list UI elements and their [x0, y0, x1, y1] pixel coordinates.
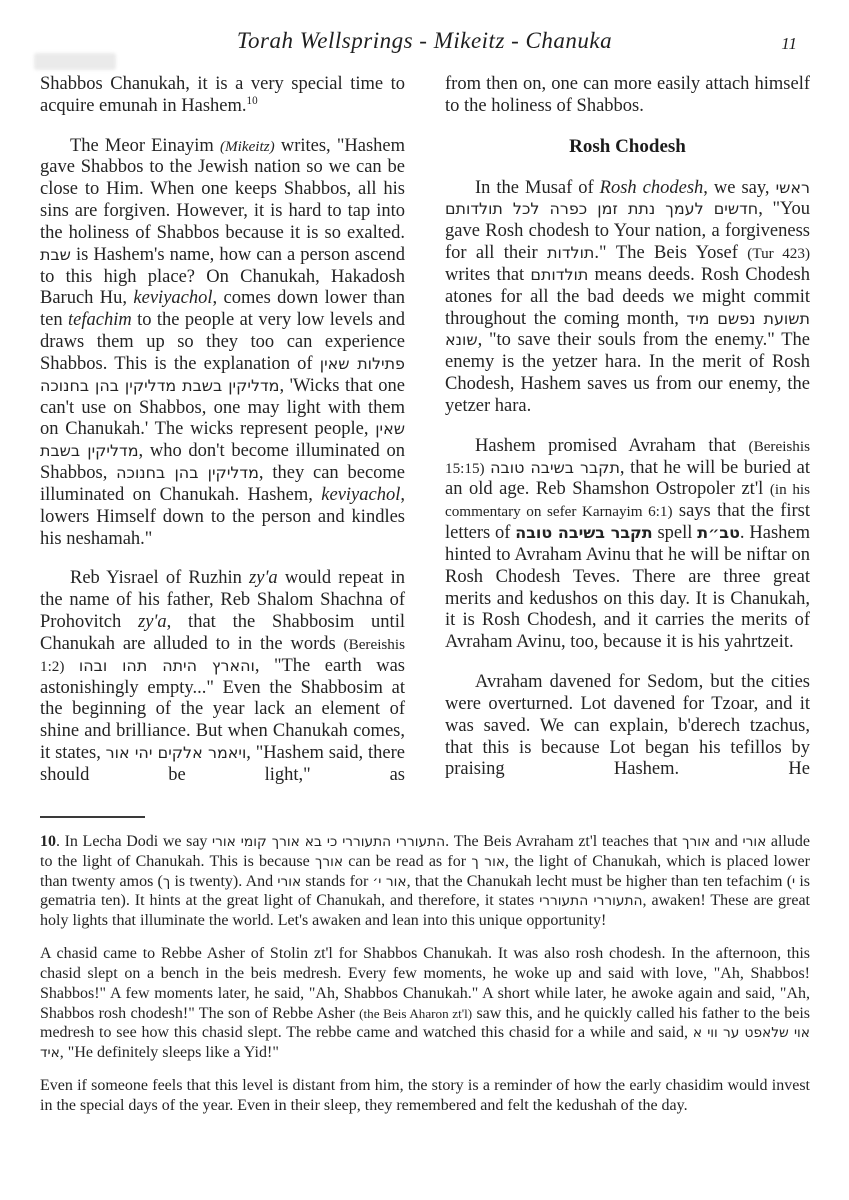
text-segment: 10: [40, 833, 56, 850]
body-paragraph: [40, 568, 405, 786]
page-number: 11: [781, 34, 797, 53]
text-segment: , they can become illuminated on Chanukah. Hashem,: [40, 463, 406, 505]
hebrew-text: טב״ת: [697, 523, 740, 543]
text-segment: ." The Beis Yosef: [594, 243, 748, 264]
footnotes-section: [40, 816, 810, 1129]
hebrew-text: שאין מדליקין בשבת: [40, 419, 405, 461]
text-segment: A chasid came to Rebbe Asher of Stolin zt'l for Shabbos Chanukah. It was also rosh chodesh. In the afternoon, this chasid slept on a bench in the beis medresh. Every few moments, he woke up and said with love, "Ah, Shabbos! Shabbos!" A few moments later, he said, "Ah, Shabbos Chanukah." A short while later, he awoke again and said, "Ah, Shabbos rosh chodesh!" The son of Rebbe Asher: [40, 945, 810, 1022]
text-segment: is Hashem's name, how can a person ascend to this high place? On Chanukah, Hakadosh Baruch Hu,: [40, 244, 405, 309]
text-segment: keviyachol: [321, 484, 401, 505]
hebrew-text: התעוררי התעוררי כי בא אורך קומי אורי: [212, 834, 446, 850]
hebrew-text: ויאמר אלקים יהי אור: [105, 743, 247, 763]
text-segment: , we say,: [703, 177, 776, 198]
text-segment: , who don't become illuminated on Shabbos,: [40, 441, 405, 484]
page-header: [0, 28, 849, 54]
text-segment: Hashem promised Avraham that: [475, 435, 749, 456]
text-segment: (Bereishis 15:15): [445, 437, 810, 477]
hebrew-text: תקבר בשיבה טובה: [490, 457, 620, 477]
text-segment: Shabbos Chanukah, it is a very special time to acquire emunah in Hashem.: [40, 74, 405, 116]
text-segment: tefachim: [68, 310, 132, 331]
hebrew-text: תקבר בשיבה טובה: [515, 523, 653, 543]
text-segment: , 'Wicks that one can't use on Shabbos, one may light with them on Chanukah.' The wicks represent people,: [40, 375, 405, 440]
text-segment: , comes down lower than ten: [40, 288, 405, 331]
hebrew-text: אור י׳: [372, 873, 407, 890]
body-paragraph: [40, 136, 405, 551]
left-column: [40, 74, 405, 816]
text-segment: , that the Chanukah lecht must be higher than ten tefachim (: [406, 872, 793, 890]
hebrew-text: אורי: [277, 873, 302, 890]
text-segment: stands for: [301, 872, 373, 890]
text-segment: from then on, one can more easily attach himself to the holiness of Shabbos.: [445, 74, 810, 116]
text-segment: Rosh chodesh: [599, 177, 704, 198]
hebrew-text: והארץ היתה תהו ובהו: [78, 655, 255, 675]
text-segment: (the Beis Aharon zt'l): [359, 1005, 473, 1021]
text-segment: , "He definitely sleeps like a Yid!": [59, 1044, 279, 1062]
text-segment: The Meor Einayim: [70, 135, 220, 156]
text-segment: , that he will be buried at an old age. Reb Shamshon Ostropoler zt'l: [445, 457, 810, 500]
text-segment: (Bereishis 1:2): [40, 635, 405, 675]
text-segment: zy'a: [249, 568, 278, 589]
hebrew-text: תולדותם: [530, 264, 589, 284]
text-segment: (Mikeitz): [219, 137, 275, 155]
hebrew-text: ך: [162, 873, 171, 890]
text-segment: Even if someone feels that this level is distant from him, the story is a reminder of how the early chasidim would invest in the special days of the year. Even in their sleep, they remembered and felt the kedushah of the day.: [40, 1077, 810, 1114]
hebrew-text: אורי: [742, 834, 767, 850]
hebrew-text: תולדות: [547, 243, 595, 263]
text-segment: , that the Shabbosim until Chanukah are alluded to in the words: [40, 612, 405, 654]
text-segment: says that the first letters of: [445, 501, 810, 544]
text-segment: , awaken! These are great holy lights that illuminate the world. Let's awaken and lean into this unique opportunity!: [40, 892, 810, 930]
body-paragraph: [445, 178, 810, 418]
footnote-ref: 10: [246, 94, 258, 107]
hebrew-text: תשועת נפשם מיד שונא: [445, 308, 810, 350]
footnote-separator: [40, 816, 145, 818]
text-segment: would repeat in the name of his father, Reb Shalom Shachna of Prohovitch: [40, 568, 405, 633]
text-segment: is gematria ten). It hints at the great light of Chanukah, and therefore, it states: [40, 872, 811, 910]
text-segment: and: [710, 833, 743, 850]
hebrew-text: אור ך: [471, 853, 506, 870]
text-segment: In the Musaf of: [475, 177, 600, 198]
text-segment: , "You gave Rosh chodesh to Your nation, a forgiveness for all their: [445, 199, 810, 264]
body-paragraph: [445, 436, 810, 654]
text-segment: Avraham davened for Sedom, but the cities were overturned. Lot davened for Tzoar, and it was saved. We can explain, b'derech tzachus, that this is because Lot began his tefillos by praising Hashem. He: [445, 672, 810, 780]
text-segment: . In Lecha Dodi we say: [56, 833, 213, 850]
text-segment: . Hashem hinted to Avraham Avinu that he will be niftar on Rosh Chodesh Teves. There are three great merits and kedushos on this day. It is Chanukah, it is Rosh Chodesh, and it carries the merits of Avraham Avinu, too, because it is his yahrtzeit.: [445, 523, 810, 653]
body-paragraph: [445, 672, 810, 781]
hebrew-text: שבת: [40, 244, 71, 264]
right-column: [445, 74, 810, 816]
hebrew-text: התעוררי התעוררי: [539, 893, 643, 910]
header-title: Torah Wellsprings - Mikeitz - Chanuka: [236, 28, 613, 53]
text-segment: , lowers Himself down to the person and kindles his neshamah.": [40, 484, 405, 549]
body-paragraph: [445, 74, 810, 118]
text-segment: , "to save their souls from the enemy." The enemy is the yetzer hara. In the merit of Rosh Chodesh, Hashem saves us from our enemy, the yetzer hara.: [445, 330, 810, 416]
hebrew-text: ראשי חדשים לעמך נתת זמן כפרה לכל תולדותם: [445, 177, 810, 219]
text-segment: , "Hashem said, there should be light," as: [40, 743, 405, 785]
text-segment: can be read as for: [343, 852, 472, 870]
scan-artifact: [34, 53, 116, 70]
text-segment: . The Beis Avraham zt'l teaches that: [445, 833, 683, 850]
footnote-list: [40, 832, 810, 1116]
hebrew-text: אורך: [682, 834, 711, 850]
footnote-paragraph: [40, 944, 810, 1063]
text-segment: , the light of Chanukah, which is placed lower than twenty amos (: [40, 852, 810, 890]
hebrew-text: פתילות שאין מדליקין בשבת מדליקין בהן בחנוכה: [40, 353, 405, 395]
text-segment: spell: [652, 523, 698, 544]
text-segment: , "The earth was astonishingly empty..." Even the Shabbosim at the beginning of the year lack an element of shine and brilliance. But when Chanukah comes, it states,: [40, 655, 405, 764]
text-segment: to the people at very low levels and draws them up so they too can experience Shabbos. This is the explanation of: [40, 310, 405, 374]
text-segment: [64, 656, 79, 676]
two-column-body: [40, 74, 810, 816]
footnote-paragraph: [40, 1076, 810, 1116]
text-segment: writes that: [445, 264, 531, 285]
footnote-paragraph: [40, 832, 810, 931]
hebrew-text: אוי שלאפט ער ווי א איד: [40, 1025, 810, 1062]
text-segment: (in his commentary on sefer Karnayim 6:1): [445, 481, 810, 521]
text-segment: saw this, and he quickly called his father to the beis medresh to see how this chasid slept. The rebbe came and watched this chasid for a while and said,: [40, 1004, 810, 1042]
text-segment: keviyachol: [133, 288, 213, 309]
text-segment: means deeds. Rosh Chodesh atones for all the bad deeds we might commit throughout the coming month,: [445, 264, 810, 329]
hebrew-text: אורך: [314, 853, 344, 870]
text-segment: (Tur 423): [747, 245, 810, 263]
text-segment: zy'a: [138, 612, 167, 633]
hebrew-text: מדליקין בהן בחנוכה: [116, 463, 259, 483]
text-segment: is twenty). And: [170, 872, 278, 890]
text-segment: writes, "Hashem gave Shabbos to the Jewish nation so we can be close to Him. When one keeps Shabbos, all his sins are forgiven. However, it is hard to tap into the holiness of Shabbos because it is so exalted.: [40, 135, 405, 243]
text-segment: allude to the light of Chanukah. This is because: [40, 833, 811, 870]
text-segment: Reb Yisrael of Ruzhin: [70, 568, 250, 589]
hebrew-text: י: [792, 873, 796, 890]
section-heading: Rosh Chodesh: [569, 135, 686, 157]
body-paragraph: [40, 74, 405, 118]
